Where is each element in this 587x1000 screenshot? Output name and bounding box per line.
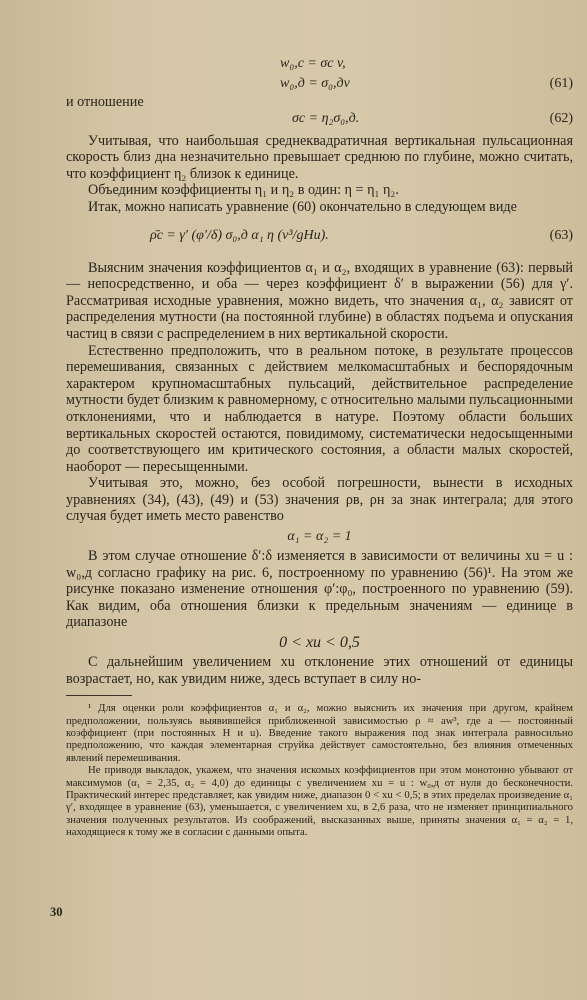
equation-61-line2: w₀,д = σ₀,дv — [280, 76, 350, 91]
paragraph-7: В этом случае отношение δ′:δ изменяется в зависимости от величины xu = u : w₀,д согласно графику на рис. 6, построенному по уравнению (56)¹. На этом же рисунке показано изменение отношения φ′:φ₀, построенного по уравнению (59). Как видим, оба отношения близки к предельным значениям — единице в диапазоне — [66, 548, 573, 631]
paragraph-6: Учитывая это, можно, без особой погрешности, вынести в исходных уравнениях (34), (43), (49) и (53) значения ρв, ρн за знак интеграла; для этого случая будет иметь место равенство — [66, 475, 573, 525]
footnote-2: Не приводя выкладок, укажем, что значения искомых коэффициентов при этом монотонно убывают от максимумов (α₁ = 2,35, α₂ = 4,0) до единицы с увеличением xu = u : w₀,д от нуля до бесконечности. Практический интерес представляет, как увидим ниже, диапазон 0 < xu < 0,5; в этих пределах произведение α₁ γ′, входящее в уравнение (63), уменьшается, с увеличением xu, в 2,6 раза, что не изменяет принципиального значения полученных результатов. Из соображений, высказанных выше, приняты значения α₁ = α₂ = 1, находящиеся к тому же в согласии с данными опыта. — [66, 764, 573, 839]
paragraph-8: С дальнейшим увеличением xu отклонение этих отношений от единицы возрастает, но, как увидим ниже, здесь вступает в силу но- — [66, 654, 573, 687]
equation-62-body: σс = η₂σ₀,д. — [292, 110, 360, 126]
footnote-1: ¹ Для оценки роли коэффициентов α₁ и α₂, можно выяснить их значения при другом, крайнем предположении, пользуясь выявившейся приближенной зависимостью ρ ≈ aw³, где a — постоянный коэффициент (при постоянных H и u). Введение такого выражения под знак интеграла равносильно предположению, что каждая элементарная струйка действует самостоятельно, без влияния отмеченных явлений перемешивания. — [66, 702, 573, 764]
equation-63-body: ρ̄с = γ′ (φ′/δ) σ₀,д α₁ η (v³/gHu). — [150, 227, 329, 243]
footnote-rule — [66, 695, 132, 696]
equation-62-number: (62) — [549, 110, 573, 126]
equation-61-number: (61) — [549, 76, 573, 91]
equation-63-number: (63) — [549, 227, 573, 243]
equation-62 — [66, 109, 573, 129]
and-ratio-text: и отношение — [66, 94, 144, 110]
equation-63 — [66, 216, 573, 256]
equation-61 — [66, 56, 573, 94]
paragraph-5: Естественно предположить, что в реальном потоке, в результате процессов перемешивания, связанных с действием мелкомасштабных и беспорядочным характером крупномасштабных пульсаций, действительное распределение мутности будет близким к равномерному, с относительно малыми пульсационными отклонениями, что и наблюдается в натуре. Поэтому области больших вертикальных скоростей остаются, повидимому, систематически недосыщенными до соответствующего им критического состояния, а области малых скоростей, наоборот — пересыщенными. — [66, 342, 573, 475]
equation-alpha: α₁ = α₂ = 1 — [287, 529, 352, 545]
paragraph-4: Выясним значения коэффициентов α₁ и α₂, входящих в уравнение (63): первый — непосредственно, и оба — через коэффициент δ′ в выражении (56) для γ′. Рассматривая исходные уравнения, можно видеть, что значения α₁, α₂ зависят от распределения мутности (на постоянной глубине) в областях подъема и опускания частиц в связи с распределением в них вертикальной скорости. — [66, 259, 573, 342]
paragraph-1: Учитывая, что наибольшая среднеквадратичная вертикальная пульсационная скорость близ дна незначительно превышает среднюю по глубине, можно считать, что коэффициент η₂ близок к единице. — [66, 132, 573, 182]
page-content — [66, 56, 573, 839]
paragraph-2: Объединим коэффициенты η₁ и η₂ в один: η = η₁ η₂. — [88, 182, 399, 199]
equation-61-line1: w₀,с = σс v, — [280, 56, 346, 71]
equation-range: 0 < xu < 0,5 — [279, 634, 360, 652]
paragraph-3: Итак, можно написать уравнение (60) окончательно в следующем виде — [88, 198, 517, 215]
footnotes — [66, 702, 573, 838]
page-number: 30 — [50, 905, 63, 919]
